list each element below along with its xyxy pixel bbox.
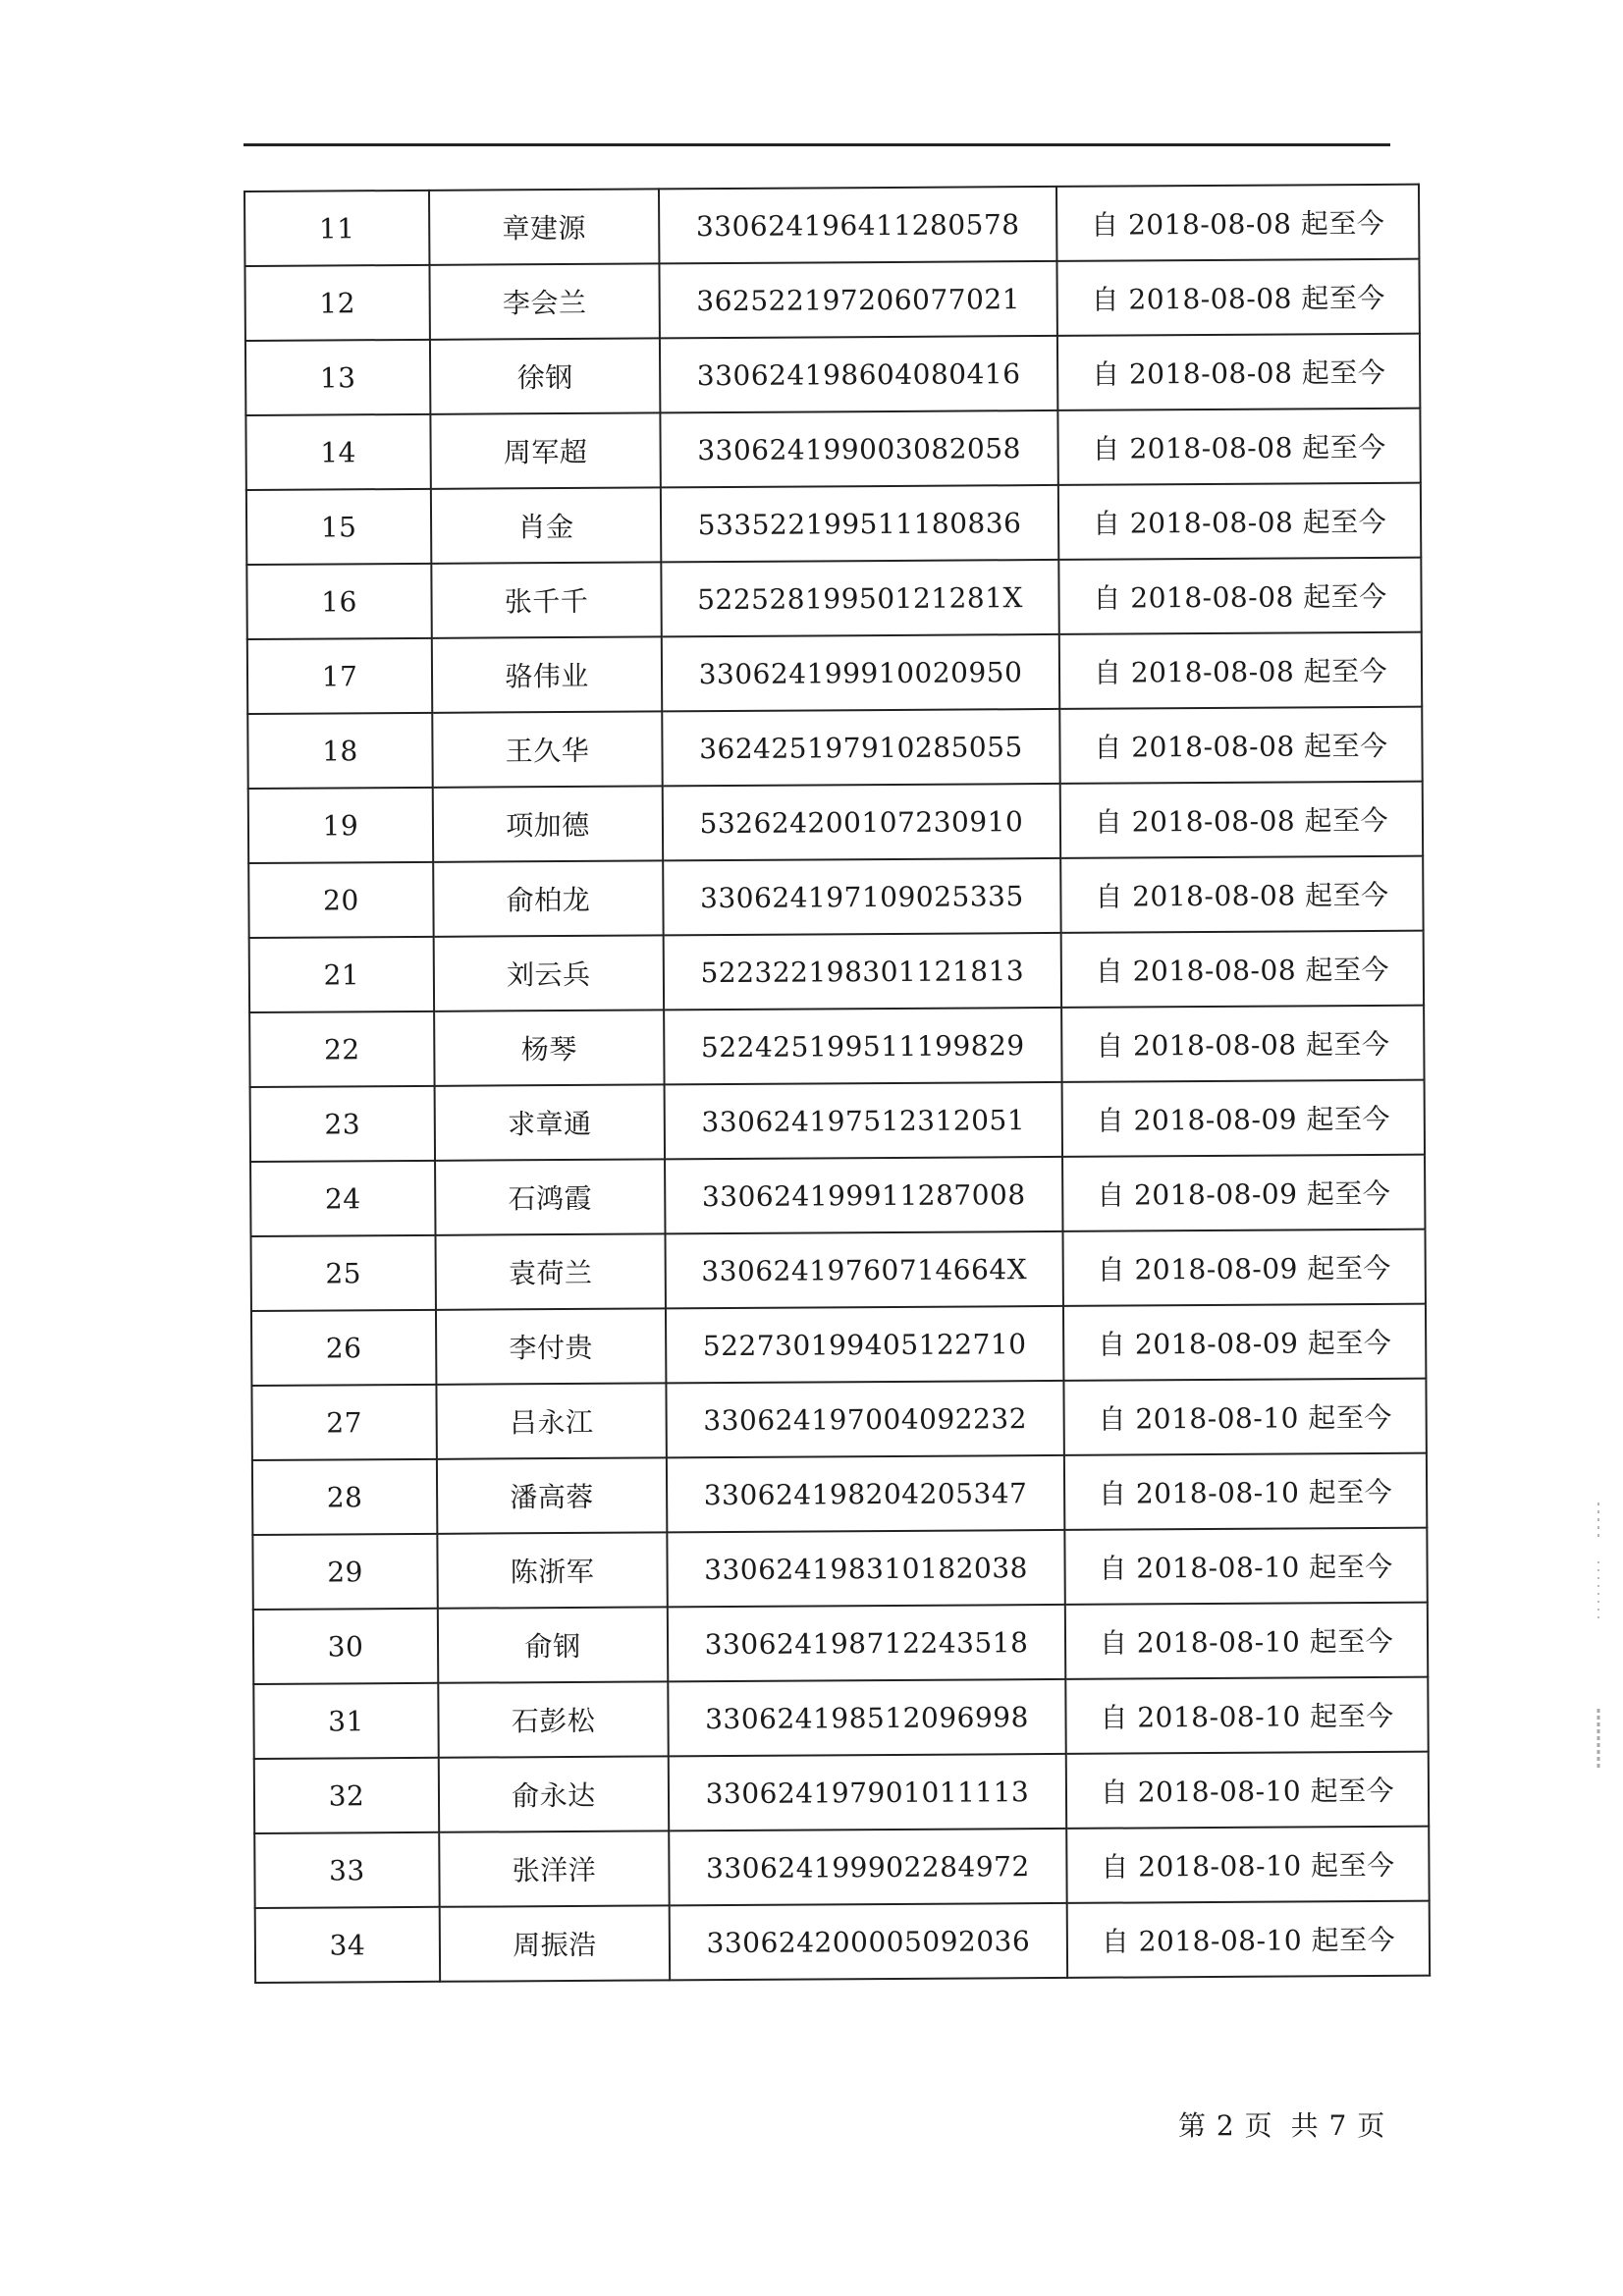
name-cell: 俞钢 [438,1607,668,1682]
name-cell: 杨琴 [434,1010,664,1085]
table-row [248,856,1423,938]
period-cell: 自 2018-08-08 起至今 [1057,334,1420,410]
row-number-cell: 21 [249,937,434,1012]
row-number-cell: 29 [252,1534,437,1610]
personnel-table [243,184,1431,1984]
id-number-cell: 330624197109025335 [663,858,1060,935]
id-number-cell: 330624199911287008 [665,1157,1062,1233]
name-cell: 俞柏龙 [433,860,663,936]
row-number-cell: 20 [248,862,433,938]
period-cell: 自 2018-08-08 起至今 [1059,632,1422,709]
id-number-cell: 533522199511180836 [661,485,1058,562]
row-number-cell: 23 [250,1086,435,1162]
period-cell: 自 2018-08-08 起至今 [1057,409,1420,485]
id-number-cell: 362425197910285055 [662,709,1059,786]
name-cell: 潘高蓉 [437,1457,667,1533]
personnel-table-body [244,185,1430,1983]
name-cell: 张千千 [431,562,661,637]
name-cell: 求章通 [435,1084,665,1160]
id-number-cell: 52252819950121281X [661,560,1058,636]
period-cell: 自 2018-08-09 起至今 [1062,1080,1425,1157]
row-number-cell: 12 [244,265,429,341]
name-cell: 吕永江 [436,1383,666,1458]
row-number-cell: 30 [253,1609,438,1684]
header-rule [243,143,1390,146]
id-number-cell: 330624199003082058 [660,410,1057,487]
total-pages-label: 共 7 页 [1290,2109,1386,2142]
table-row [249,931,1424,1012]
table-row [246,558,1421,639]
table-row [252,1528,1427,1610]
period-cell: 自 2018-08-10 起至今 [1063,1379,1426,1455]
id-number-cell: 330624197512312051 [665,1082,1062,1159]
name-cell: 俞永达 [439,1756,669,1831]
period-cell: 自 2018-08-08 起至今 [1056,259,1419,336]
table-row [250,1155,1425,1236]
id-number-cell: 522730199405122710 [666,1306,1063,1383]
table-row [247,707,1422,789]
table-row [250,1080,1425,1162]
name-cell: 骆伟业 [432,636,662,712]
name-cell: 肖金 [431,487,661,563]
row-number-cell: 14 [245,414,430,490]
name-cell: 陈浙军 [437,1532,667,1608]
period-cell: 自 2018-08-08 起至今 [1060,856,1423,933]
name-cell: 刘云兵 [434,935,664,1011]
name-cell: 周军超 [430,412,660,488]
row-number-cell: 26 [251,1310,436,1386]
row-number-cell: 17 [247,638,432,714]
id-number-cell: 330624198712243518 [668,1605,1065,1681]
name-cell: 石彭松 [438,1681,668,1757]
table-row [253,1677,1428,1759]
id-number-cell: 330624197901011113 [669,1754,1066,1831]
id-number-cell: 522425199511199829 [664,1008,1061,1084]
period-cell: 自 2018-08-10 起至今 [1064,1453,1427,1530]
row-number-cell: 28 [252,1459,437,1535]
id-number-cell: 330624199910020950 [662,634,1059,711]
table-row [244,185,1419,266]
row-number-cell: 16 [246,564,431,639]
period-cell: 自 2018-08-10 起至今 [1066,1827,1429,1903]
name-cell: 周振浩 [440,1905,670,1981]
table-row [245,334,1420,415]
row-number-cell: 27 [251,1385,436,1460]
id-number-cell: 532624200107230910 [663,784,1060,860]
row-number-cell: 18 [247,713,432,789]
id-number-cell: 522322198301121813 [664,933,1061,1010]
id-number-cell: 330624198310182038 [667,1530,1064,1607]
period-cell: 自 2018-08-10 起至今 [1064,1528,1427,1605]
period-cell: 自 2018-08-09 起至今 [1063,1304,1426,1381]
table-row [255,1901,1430,1983]
period-cell: 自 2018-08-08 起至今 [1056,185,1419,261]
table-row [248,782,1423,863]
table-row [249,1006,1424,1087]
table-row [253,1603,1428,1684]
period-cell: 自 2018-08-10 起至今 [1067,1901,1430,1978]
name-cell: 张洋洋 [439,1831,669,1906]
name-cell: 项加德 [433,786,663,861]
period-cell: 自 2018-08-09 起至今 [1062,1155,1425,1231]
name-cell: 徐钢 [430,338,660,413]
period-cell: 自 2018-08-08 起至今 [1059,707,1422,784]
table-row [254,1752,1429,1833]
period-cell: 自 2018-08-08 起至今 [1061,931,1424,1008]
period-cell: 自 2018-08-10 起至今 [1066,1752,1429,1829]
row-number-cell: 32 [254,1758,439,1833]
period-cell: 自 2018-08-08 起至今 [1060,782,1423,858]
name-cell: 袁荷兰 [436,1233,666,1309]
id-number-cell: 330624197004092232 [666,1381,1063,1457]
period-cell: 自 2018-08-08 起至今 [1058,483,1421,560]
id-number-cell: 330624198512096998 [668,1679,1065,1756]
id-number-cell: 362522197206077021 [659,261,1056,338]
name-cell: 章建源 [429,189,659,264]
page-number-footer [1178,2105,1385,2144]
table-row [251,1304,1426,1386]
id-number-cell: 330624198604080416 [660,336,1057,412]
row-number-cell: 11 [244,191,429,266]
table-row [246,483,1421,565]
row-number-cell: 34 [255,1907,440,1983]
name-cell: 李会兰 [429,263,659,339]
period-cell: 自 2018-08-08 起至今 [1061,1006,1424,1082]
table-row [251,1379,1426,1460]
row-number-cell: 31 [253,1683,438,1759]
row-number-cell: 33 [254,1832,439,1908]
id-number-cell: 330624196411280578 [659,187,1056,263]
row-number-cell: 22 [249,1011,434,1087]
table-row [254,1827,1429,1908]
scan-artifact-mark [1596,1503,1601,1768]
row-number-cell: 24 [250,1161,435,1236]
row-number-cell: 19 [248,788,433,863]
period-cell: 自 2018-08-08 起至今 [1058,558,1421,634]
id-number-cell: 330624198204205347 [667,1455,1064,1532]
id-number-cell: 330624199902284972 [669,1829,1066,1905]
table-row [245,409,1420,490]
period-cell: 自 2018-08-10 起至今 [1065,1603,1428,1679]
name-cell: 李付贵 [436,1308,666,1384]
period-cell: 自 2018-08-09 起至今 [1062,1230,1425,1306]
table-row [244,259,1419,341]
current-page-label: 第 2 页 [1178,2109,1273,2142]
table-row [252,1453,1427,1535]
table-row [247,632,1422,714]
table-row [251,1230,1426,1311]
id-number-cell: 330624200005092036 [670,1903,1067,1980]
period-cell: 自 2018-08-10 起至今 [1065,1677,1428,1754]
name-cell: 王久华 [432,711,662,787]
row-number-cell: 15 [246,489,431,565]
name-cell: 石鸿霞 [435,1159,665,1234]
row-number-cell: 25 [251,1235,436,1311]
id-number-cell: 33062419760714664X [665,1231,1062,1308]
row-number-cell: 13 [245,340,430,415]
